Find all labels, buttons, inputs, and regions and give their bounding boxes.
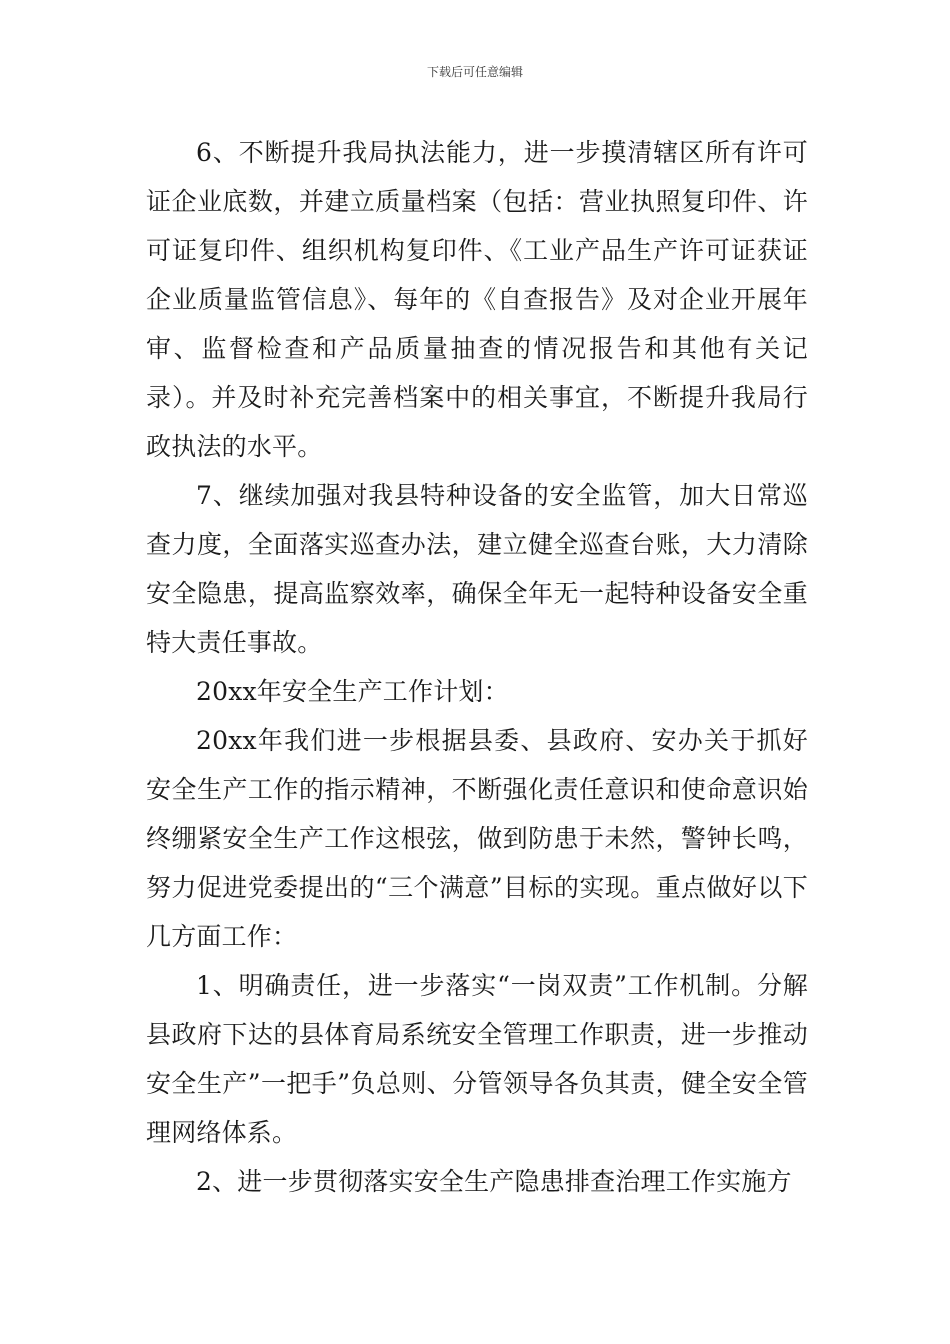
paragraph-item-7: 7、继续加强对我县特种设备的安全监管，加大日常巡查力度，全面落实巡查办法，建立健全巡查台账，大力清除安全隐患，提高监察效率，确保全年无一起特种设备安全重特大责任事故。 — [146, 481, 808, 657]
paragraph-item-1: 1、明确责任，进一步落实“一岗双责”工作机制。分解县政府下达的县体育局系统安全管理工作职责，进一步推动安全生产”一把手”负总则、分管领导各负其责，健全安全管理网络体系。 — [146, 971, 808, 1147]
page-header: 下载后可任意编辑 — [426, 65, 523, 79]
document-body — [146, 128, 808, 1206]
paragraph-item-2: 2、进一步贯彻落实安全生产隐患排查治理工作实施方 — [196, 1167, 792, 1196]
section-heading: 20xx年安全生产工作计划： — [196, 677, 509, 706]
paragraph-item-6: 6、不断提升我局执法能力，进一步摸清辖区所有许可证企业底数，并建立质量档案（包括：营业执照复印件、许可证复印件、组织机构复印件、《工业产品生产许可证获证企业质量监管信息》、每年的《自查报告》及对企业开展年审、监督检查和产品质量抽查的情况报告和其他有关记录）。并及时补充完善档案中的相关事宜，不断提升我局行政执法的水平。 — [146, 138, 808, 461]
paragraph-intro: 20xx年我们进一步根据县委、县政府、安办关于抓好安全生产工作的指示精神，不断强化责任意识和使命意识始终绷紧安全生产工作这根弦，做到防患于未然，警钟长鸣，努力促进党委提出的“三个满意”目标的实现。重点做好以下几方面工作： — [146, 726, 808, 951]
